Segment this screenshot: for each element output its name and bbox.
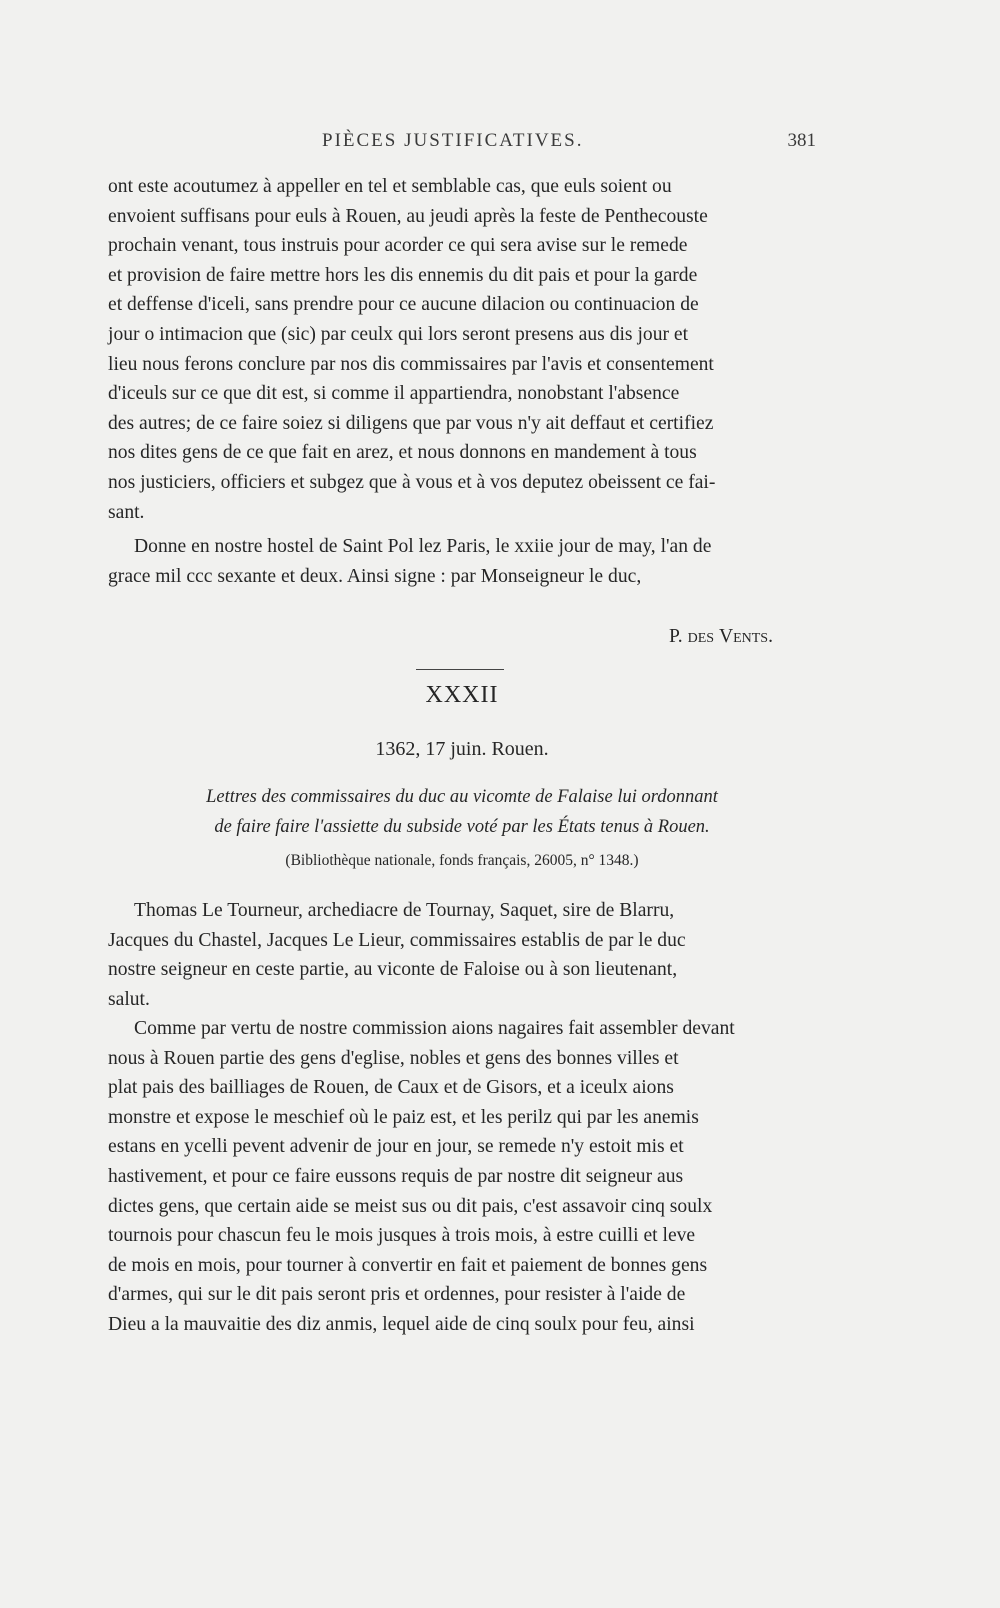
text-line: lieu nous ferons conclure par nos dis commissaires par l'avis et consentement xyxy=(108,353,714,375)
text-line: monstre et expose le meschief où le paiz est, et les perilz qui par les anemis xyxy=(108,1106,699,1128)
document-number: XXXII xyxy=(425,682,499,708)
text-line: Comme par vertu de nostre commission aions nagaires fait assembler devant xyxy=(134,1018,735,1039)
text-line: estans en ycelli pevent advenir de jour en jour, se remede n'y estoit mis et xyxy=(108,1136,684,1158)
text-line: et deffense d'iceli, sans prendre pour ce aucune dilacion ou continuacion de xyxy=(108,294,699,316)
text-line: dictes gens, que certain aide se meist sus ou dit pais, c'est assavoir cinq soulx xyxy=(108,1195,713,1217)
text-line: de mois en mois, pour tourner à convertir en fait et paiement de bonnes gens xyxy=(108,1254,708,1276)
page-number: 381 xyxy=(787,130,816,151)
continuation-paragraph xyxy=(108,172,816,527)
text-line: Jacques du Chastel, Jacques Le Lieur, commissaires establis de par le duc xyxy=(108,929,686,951)
body-paragraph-2 xyxy=(108,1014,816,1340)
source-note: (Bibliothèque nationale, fonds français, 26005, n° 1348.) xyxy=(285,852,639,869)
text-line: d'iceuls sur ce que dit est, si comme il appartiendra, nonobstant l'absence xyxy=(108,383,680,405)
running-header xyxy=(108,130,816,160)
text-line: nos dites gens de ce que fait en arez, et nous donnons en mandement à tous xyxy=(108,442,697,464)
text-line: envoient suffisans pour euls à Rouen, au jeudi après la feste de Penthecouste xyxy=(108,205,708,227)
signature-initial: P. xyxy=(669,626,683,647)
text-line: prochain venant, tous instruis pour acorder ce qui sera avise sur le remede xyxy=(108,235,688,257)
rubric-line: Lettres des commissaires du duc au vicomte de Falaise lui ordonnant xyxy=(206,787,718,807)
body-paragraph-1 xyxy=(108,896,816,1014)
text-line: sant. xyxy=(108,501,145,523)
text-line: nous à Rouen partie des gens d'eglise, nobles et gens des bonnes villes et xyxy=(108,1047,679,1069)
section-divider xyxy=(416,669,504,670)
text-line: Thomas Le Tourneur, archediacre de Tournay, Saquet, sire de Blarru, xyxy=(134,900,675,921)
text-line: salut. xyxy=(108,988,150,1010)
document-rubric xyxy=(108,782,816,842)
text-line: Donne en nostre hostel de Saint Pol lez Paris, le xxiie jour de may, l'an de xyxy=(134,536,712,557)
document-date: 1362, 17 juin. Rouen. xyxy=(375,738,549,760)
text-line: Dieu a la mauvaitie des diz anmis, lequel aide de cinq soulx pour feu, ainsi xyxy=(108,1313,695,1335)
text-line: grace mil ccc sexante et deux. Ainsi signe : par Monseigneur le duc, xyxy=(108,565,642,587)
text-line: des autres; de ce faire soiez si diligens que par vous n'y ait deffaut et certifiez xyxy=(108,412,714,434)
signature-name: Vents. xyxy=(718,626,773,647)
text-line: et provision de faire mettre hors les dis ennemis du dit pais et pour la garde xyxy=(108,264,698,286)
text-line: ont este acoutumez à appeller en tel et semblable cas, que euls soient ou xyxy=(108,176,672,197)
text-line: hastivement, et pour ce faire eussons requis de par nostre dit seigneur aus xyxy=(108,1165,684,1187)
text-line: nostre seigneur en ceste partie, au viconte de Faloise ou à son lieutenant, xyxy=(108,959,678,981)
signature-particle: des xyxy=(687,626,715,647)
dating-clause xyxy=(108,532,816,591)
text-line: d'armes, qui sur le dit pais seront pris et ordennes, pour resister à l'aide de xyxy=(108,1284,686,1306)
rubric-line: de faire faire l'assiette du subside voté par les États tenus à Rouen. xyxy=(214,817,710,837)
running-title: PIÈCES JUSTIFICATIVES. xyxy=(322,130,584,151)
text-line: jour o intimacion que (sic) par ceulx qui lors seront presens aus dis jour et xyxy=(108,323,689,345)
text-line: tournois pour chascun feu le mois jusques à trois mois, à estre cuilli et leve xyxy=(108,1225,696,1247)
text-line: nos justiciers, officiers et subgez que à vous et à vos deputez obeissent ce fai- xyxy=(108,471,716,493)
text-line: plat pais des bailliages de Rouen, de Caux et de Gisors, et a iceulx aions xyxy=(108,1077,674,1099)
signature xyxy=(108,626,773,648)
